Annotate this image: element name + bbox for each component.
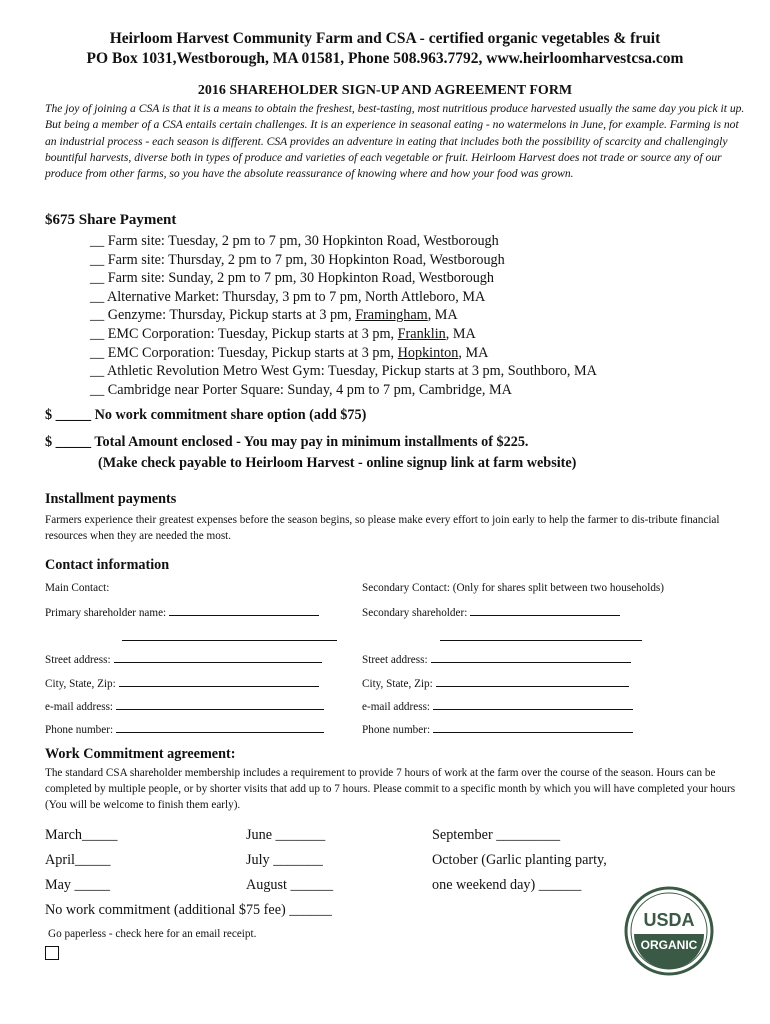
intro-paragraph: The joy of joining a CSA is that it is a means to obtain the freshest, best-tasting, most nutritious produce harvested usually the same day you pick it up. But being a member of a CSA entails certain challenges. It is an experience in seasonal eating - no watermelons in June, for example. Farming is not an industrial process - each season is different. CSA provides an adventure in eating that includes both the possibility of scarcity and challengingly bountiful harvests, diverse both in types of produce and varieties of each vegetable or fruit. Heirloom Harvest does not trade or source any of our produce from other farms, so you have the absolute reassurance of knowing where and how your food was grown. xyxy=(45,102,745,181)
paperless-label: Go paperless - check here for an email receipt. xyxy=(48,928,257,940)
installments-title: Installment payments xyxy=(45,491,177,507)
month-july-field[interactable]: July _______ xyxy=(246,852,323,868)
name-second-line[interactable] xyxy=(122,640,337,641)
paperless-checkbox[interactable] xyxy=(45,946,59,960)
installments-text: Farmers experience their greatest expenses before the season begins, so please make every effort to join early to help the farmer to dis-tribute financial resources when they are needed the most. xyxy=(45,514,720,542)
no-work-commitment-field[interactable]: No work commitment (additional $75 fee) ______ xyxy=(45,902,332,918)
month-april-field[interactable]: April_____ xyxy=(45,852,111,868)
pickup-site-option[interactable]: __ EMC Corporation: Tuesday, Pickup starts at 3 pm, Franklin, MA xyxy=(90,325,476,342)
work-commitment-text: The standard CSA shareholder membership includes a requirement to provide 7 hours of work at the farm over the course of the season. Hours can be completed by multiple people, or by shorter visits that add up to 7 hours. Please commit to a specific month by which you will have completed your hours (You will be welcome to finish them early). xyxy=(45,767,736,811)
contact-title: Contact information xyxy=(45,557,170,573)
work-commitment-title: Work Commitment agreement: xyxy=(45,746,236,762)
town-link: Framingham xyxy=(355,307,428,324)
form-title: 2016 SHAREHOLDER SIGN-UP AND AGREEMENT FORM xyxy=(197,83,573,98)
pickup-site-option[interactable]: __ Athletic Revolution Metro West Gym: Tuesday, Pickup starts at 3 pm, Southboro, MA xyxy=(90,363,597,380)
secondary-phone-field[interactable]: Phone number: xyxy=(362,722,633,736)
pickup-site-list xyxy=(90,232,597,399)
town-link: Hopkinton xyxy=(397,344,459,361)
pickup-site-option[interactable]: __ EMC Corporation: Tuesday, Pickup starts at 3 pm, Hopkinton, MA xyxy=(90,344,489,361)
primary-phone-field[interactable]: Phone number: xyxy=(45,722,324,736)
pickup-site-option[interactable]: __ Farm site: Thursday, 2 pm to 7 pm, 30 Hopkinton Road, Westborough xyxy=(90,251,505,268)
secondary-city-field[interactable]: City, State, Zip: xyxy=(362,676,629,690)
secondary-email-field[interactable]: e-mail address: xyxy=(362,699,633,713)
pickup-site-option[interactable]: __ Alternative Market: Thursday, 3 pm to 7 pm, North Attleboro, MA xyxy=(90,288,486,305)
month-october-field[interactable]: October (Garlic planting party, xyxy=(432,852,607,868)
primary-name-field[interactable]: Primary shareholder name: xyxy=(45,605,319,619)
month-may-field[interactable]: May _____ xyxy=(45,877,111,893)
main-contact-label: Main Contact: xyxy=(45,582,110,594)
month-august-field[interactable]: August ______ xyxy=(246,877,334,893)
secondary-contact-label: Secondary Contact: (Only for shares split between two households) xyxy=(362,582,664,594)
farm-address-header: PO Box 1031,Westborough, MA 01581, Phone 508.963.7792, www.heirloomharvestcsa.com xyxy=(86,50,684,67)
month-october-continued[interactable]: one weekend day) ______ xyxy=(432,877,582,893)
secondary-name-field[interactable]: Secondary shareholder: xyxy=(362,605,620,619)
secondary-street-field[interactable]: Street address: xyxy=(362,652,631,666)
pickup-site-option[interactable]: __ Farm site: Sunday, 2 pm to 7 pm, 30 Hopkinton Road, Westborough xyxy=(90,270,494,287)
total-amount-field[interactable]: $ _____ Total Amount enclosed - You may pay in minimum installments of $225. xyxy=(45,434,529,450)
share-payment-title: $675 Share Payment xyxy=(45,212,177,228)
secondary-name-second-line[interactable] xyxy=(440,640,642,641)
month-june-field[interactable]: June _______ xyxy=(246,827,326,843)
badge-organic-text: ORGANIC xyxy=(640,938,698,952)
month-september-field[interactable]: September _________ xyxy=(432,827,561,843)
usda-organic-badge xyxy=(624,886,714,976)
primary-city-field[interactable]: City, State, Zip: xyxy=(45,676,319,690)
pickup-site-option[interactable]: __ Cambridge near Porter Square: Sunday, 4 pm to 7 pm, Cambridge, MA xyxy=(90,381,512,398)
pickup-site-option[interactable]: __ Farm site: Tuesday, 2 pm to 7 pm, 30 Hopkinton Road, Westborough xyxy=(90,233,499,249)
check-payable-note: (Make check payable to Heirloom Harvest - online signup link at farm website) xyxy=(98,455,577,471)
primary-street-field[interactable]: Street address: xyxy=(45,652,322,666)
town-link: Franklin xyxy=(397,325,446,342)
no-work-option-field[interactable]: $ _____ No work commitment share option (add $75) xyxy=(45,407,367,423)
primary-email-field[interactable]: e-mail address: xyxy=(45,699,324,713)
pickup-site-option[interactable]: __ Genzyme: Thursday, Pickup starts at 3 pm, Framingham, MA xyxy=(90,307,458,324)
month-march-field[interactable]: March_____ xyxy=(45,827,118,843)
badge-usda-text: USDA xyxy=(643,910,695,930)
farm-name-header: Heirloom Harvest Community Farm and CSA - certified organic vegetables & fruit xyxy=(109,30,661,47)
